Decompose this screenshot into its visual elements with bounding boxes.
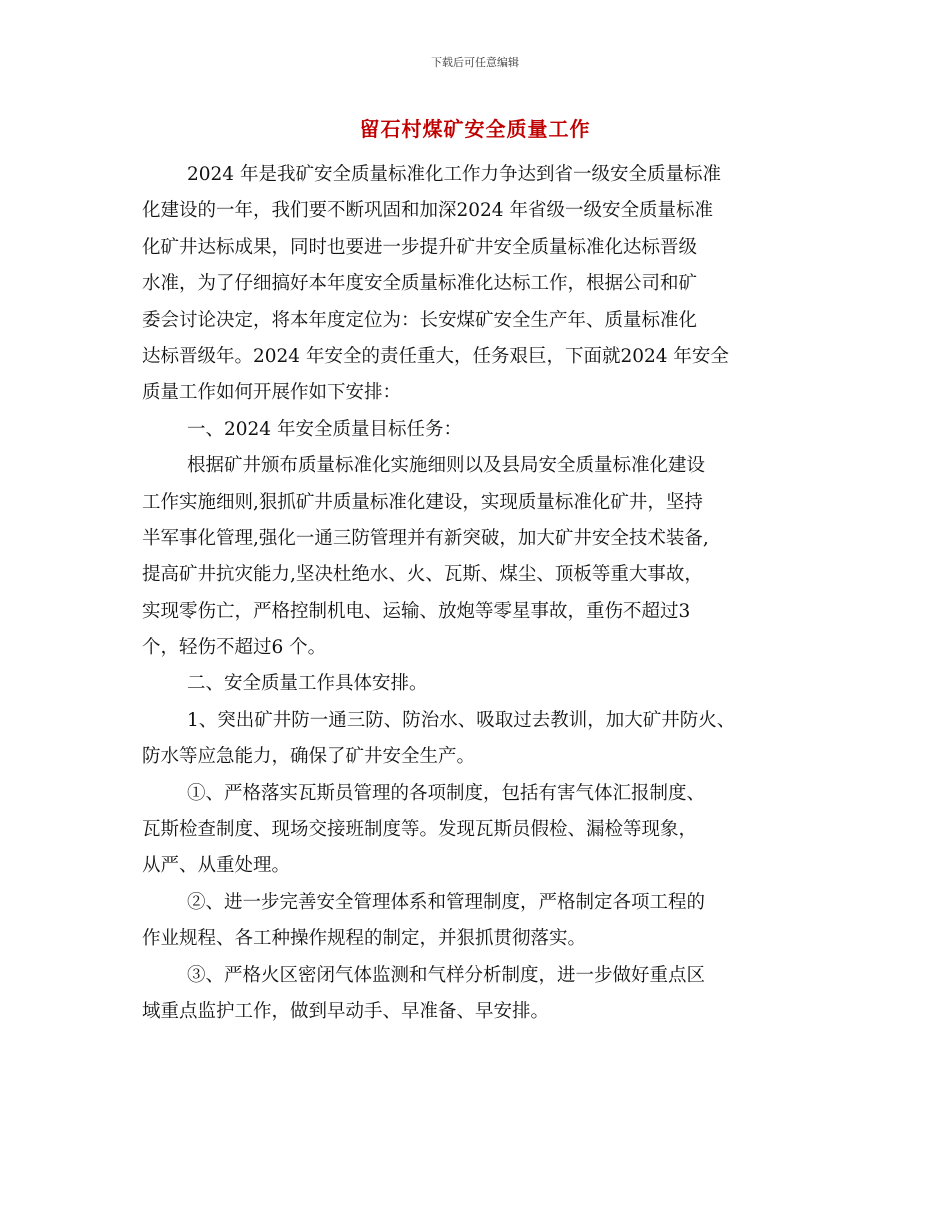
paragraph-line: ③、严格火区密闭气体监测和气样分析制度，进一步做好重点区 [187, 964, 706, 986]
paragraph-line: 委会讨论决定，将本年度定位为：长安煤矿安全生产年、质量标准化 [142, 309, 698, 331]
paragraph-line: 一、2024 年安全质量目标任务： [187, 418, 462, 440]
paragraph-line: 作业规程、各工种操作规程的制定，并狠抓贯彻落实。 [142, 928, 587, 950]
paragraph-line: 半军事化管理,强化一通三防管理并有新突破，加大矿井安全技术装备, [142, 527, 709, 549]
paragraph-line: 个，轻伤不超过6 个。 [142, 637, 327, 659]
document-title: 留石村煤矿安全质量工作 [359, 117, 591, 141]
paragraph-line: 二、安全质量工作具体安排。 [187, 673, 428, 695]
paragraph-line: 防水等应急能力，确保了矿井安全生产。 [142, 746, 476, 768]
paragraph-line: ①、严格落实瓦斯员管理的各项制度，包括有害气体汇报制度、 [187, 782, 706, 804]
paragraph-line: 化建设的一年，我们要不断巩固和加深2024 年省级一级安全质量标准 [142, 200, 713, 222]
paragraph-line: 达标晋级年。2024 年安全的责任重大，任务艰巨，下面就2024 年安全 [142, 345, 729, 367]
paragraph-line: 质量工作如何开展作如下安排： [142, 382, 402, 404]
paragraph-line: 化矿井达标成果，同时也要进一步提升矿井安全质量标准化达标晋级 [142, 236, 698, 258]
paragraph-line: 工作实施细则,狠抓矿井质量标准化建设，实现质量标准化矿井，坚持 [142, 491, 703, 513]
paragraph-line: 实现零伤亡，严格控制机电、运输、放炮等零星事故，重伤不超过3 [142, 600, 691, 622]
paragraph-line: 瓦斯检查制度、现场交接班制度等。发现瓦斯员假检、漏检等现象， [142, 819, 698, 841]
paragraph-line: 从严、从重处理。 [142, 855, 291, 877]
paragraph-line: ②、进一步完善安全管理体系和管理制度，严格制定各项工程的 [187, 891, 706, 913]
page-header-note: 下载后可任意编辑 [431, 56, 519, 69]
document-body [142, 157, 822, 1030]
paragraph-line: 提高矿井抗灾能力,坚决杜绝水、火、瓦斯、煤尘、顶板等重大事故， [142, 564, 703, 586]
paragraph-line: 水准，为了仔细搞好本年度安全质量标准化达标工作，根据公司和矿 [142, 273, 698, 295]
paragraph-line: 1、突出矿井防一通三防、防治水、吸取过去教训，加大矿井防火、 [187, 709, 736, 731]
paragraph-line: 域重点监护工作，做到早动手、早准备、早安排。 [142, 1000, 550, 1022]
paragraph-line: 2024 年是我矿安全质量标准化工作力争达到省一级安全质量标准 [187, 164, 721, 185]
paragraph-line: 根据矿井颁布质量标准化实施细则以及县局安全质量标准化建设 [187, 455, 706, 477]
